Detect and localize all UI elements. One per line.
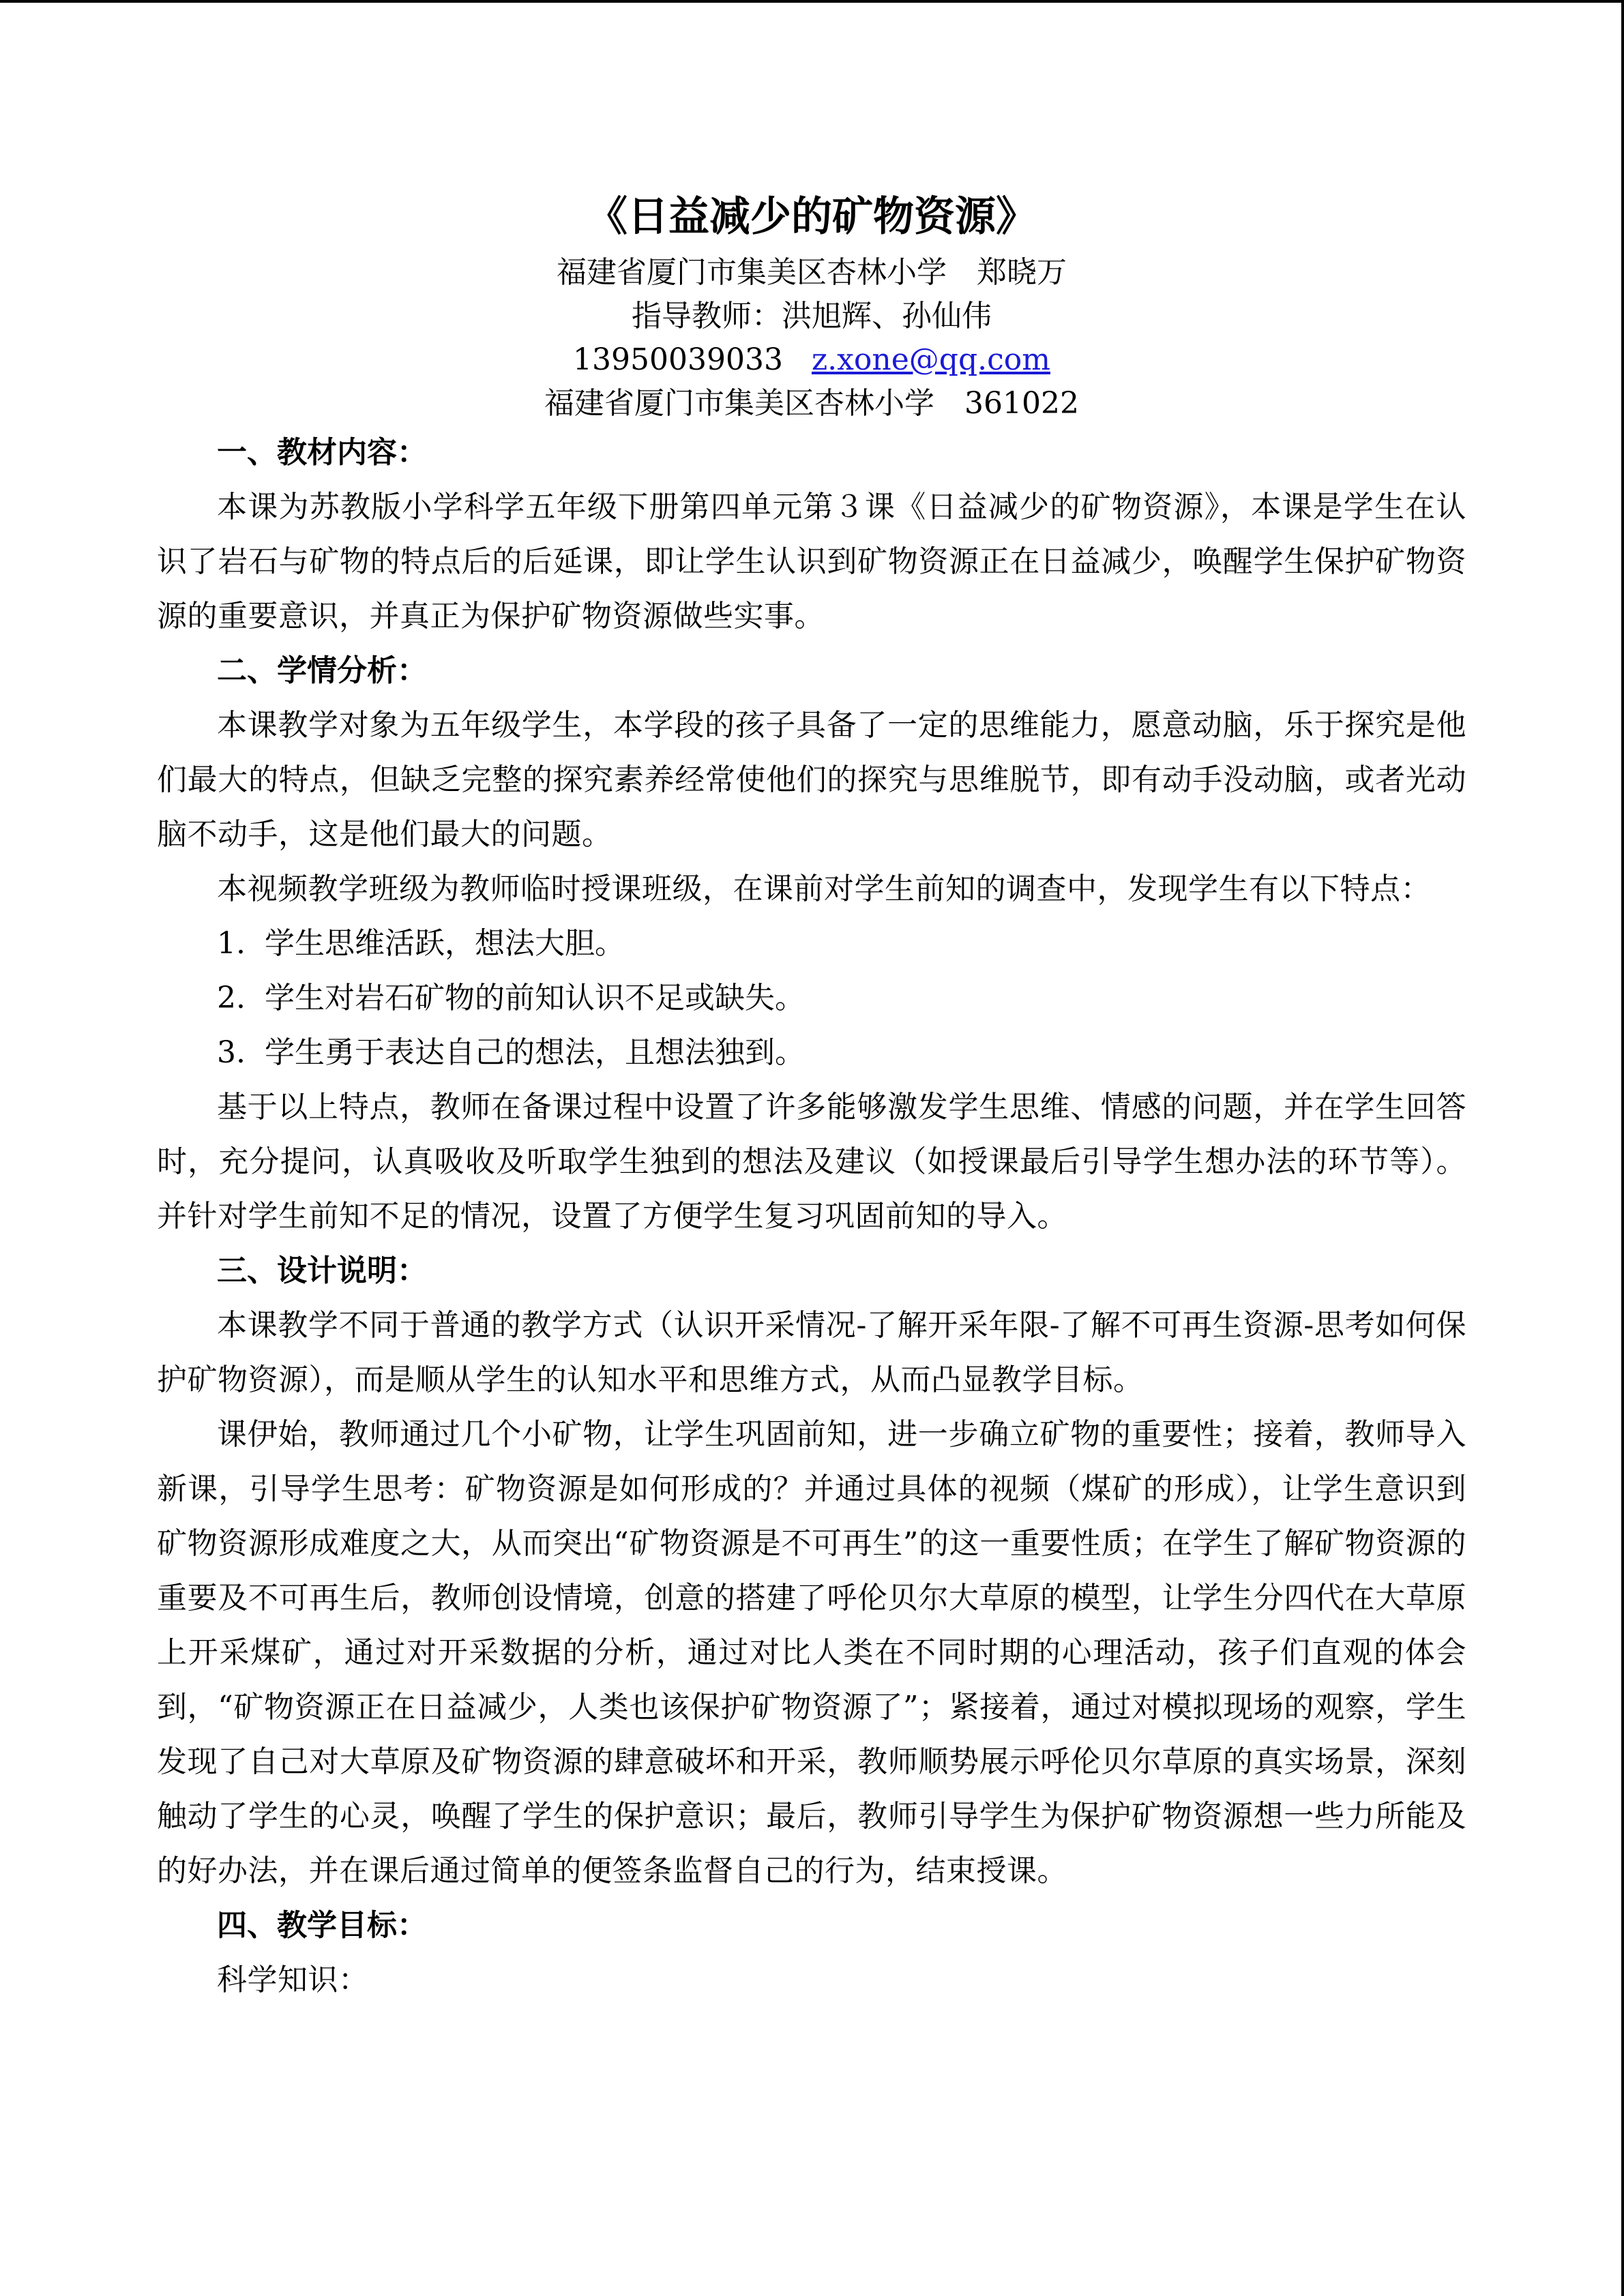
paragraph: 本课为苏教版小学科学五年级下册第四单元第３课《日益减少的矿物资源》，本课是学生在认识了岩石与矿物的特点后的后延课，即让学生认识到矿物资源正在日益减少，唤醒学生保护矿物资源的重要意识，并真正为保护矿物资源做些实事。 [157,490,1466,633]
document-body [157,183,1466,2008]
paragraph: 本课教学不同于普通的教学方式（认识开采情况-了解开采年限-了解不可再生资源-思考如何保护矿物资源），而是顺从学生的认知水平和思维方式，从而凸显教学目标。 [157,1308,1466,1397]
phone-number: 13950039033 [573,342,783,377]
list-number: 2. [217,981,246,1015]
paragraph: 本课教学对象为五年级学生，本学段的孩子具备了一定的思维能力，愿意动脑，乐于探究是他们最大的特点，但缺乏完整的探究素养经常使他们的探究与思维脱节，即有动手没动脑，或者光动脑不动手，这是他们最大的问题。 [157,708,1466,852]
list-item [157,1026,1466,1080]
author-line: 福建省厦门市集美区杏林小学 郑晓万 [557,255,1067,290]
paragraph: 本视频教学班级为教师临时授课班级，在课前对学生前知的调查中，发现学生有以下特点： [217,871,1431,906]
contact-line [157,338,1466,382]
address-line: 福建省厦门市集美区杏林小学 361022 [544,386,1079,421]
list-text: 学生思维活跃，想法大胆。 [265,926,625,961]
list-text: 学生勇于表达自己的想法，且想法独到。 [265,1035,805,1070]
list-item [157,971,1466,1026]
list-number: 1. [217,926,246,961]
paragraph: 基于以上特点，教师在备课过程中设置了许多能够激发学生思维、情感的问题，并在学生回答时，充分提问，认真吸收及听取学生独到的想法及建议（如授课最后引导学生想办法的环节等）。并针对学生前知不足的情况，设置了方便学生复习巩固前知的导入。 [157,1090,1466,1234]
email-link[interactable]: z.xone@qq.com [811,342,1050,377]
subheading-science-knowledge: 科学知识： [217,1963,369,1997]
advisor-line: 指导教师：洪旭辉、孙仙伟 [632,299,992,333]
section-heading-materials: 一、教材内容： [217,435,427,470]
list-item [157,916,1466,971]
section-heading-design: 三、设计说明： [217,1253,427,1288]
document-title: 《日益减少的矿物资源》 [587,193,1037,241]
section-heading-analysis: 二、学情分析： [217,653,427,688]
list-number: 3. [217,1035,246,1070]
section-heading-objectives: 四、教学目标： [217,1908,427,1943]
list-text: 学生对岩石矿物的前知认识不足或缺失。 [265,981,805,1015]
paragraph: 课伊始，教师通过几个小矿物，让学生巩固前知，进一步确立矿物的重要性；接着，教师导入新课，引导学生思考：矿物资源是如何形成的？并通过具体的视频（煤矿的形成），让学生意识到矿物资源形成难度之大，从而突出“矿物资源是不可再生”的这一重要性质；在学生了解矿物资源的重要及不可再生后，教师创设情境，创意的搭建了呼伦贝尔大草原的模型，让学生分四代在大草原上开采煤矿，通过对开采数据的分析，通过对比人类在不同时期的心理活动，孩子们直观的体会到，“矿物资源正在日益减少，人类也该保护矿物资源了”；紧接着，通过对模拟现场的观察，学生发现了自己对大草原及矿物资源的肆意破坏和开采，教师顺势展示呼伦贝尔草原的真实场景，深刻触动了学生的心灵，唤醒了学生的保护意识；最后，教师引导学生为保护矿物资源想一些力所能及的好办法，并在课后通过简单的便签条监督自己的行为，结束授课。 [157,1417,1466,1888]
